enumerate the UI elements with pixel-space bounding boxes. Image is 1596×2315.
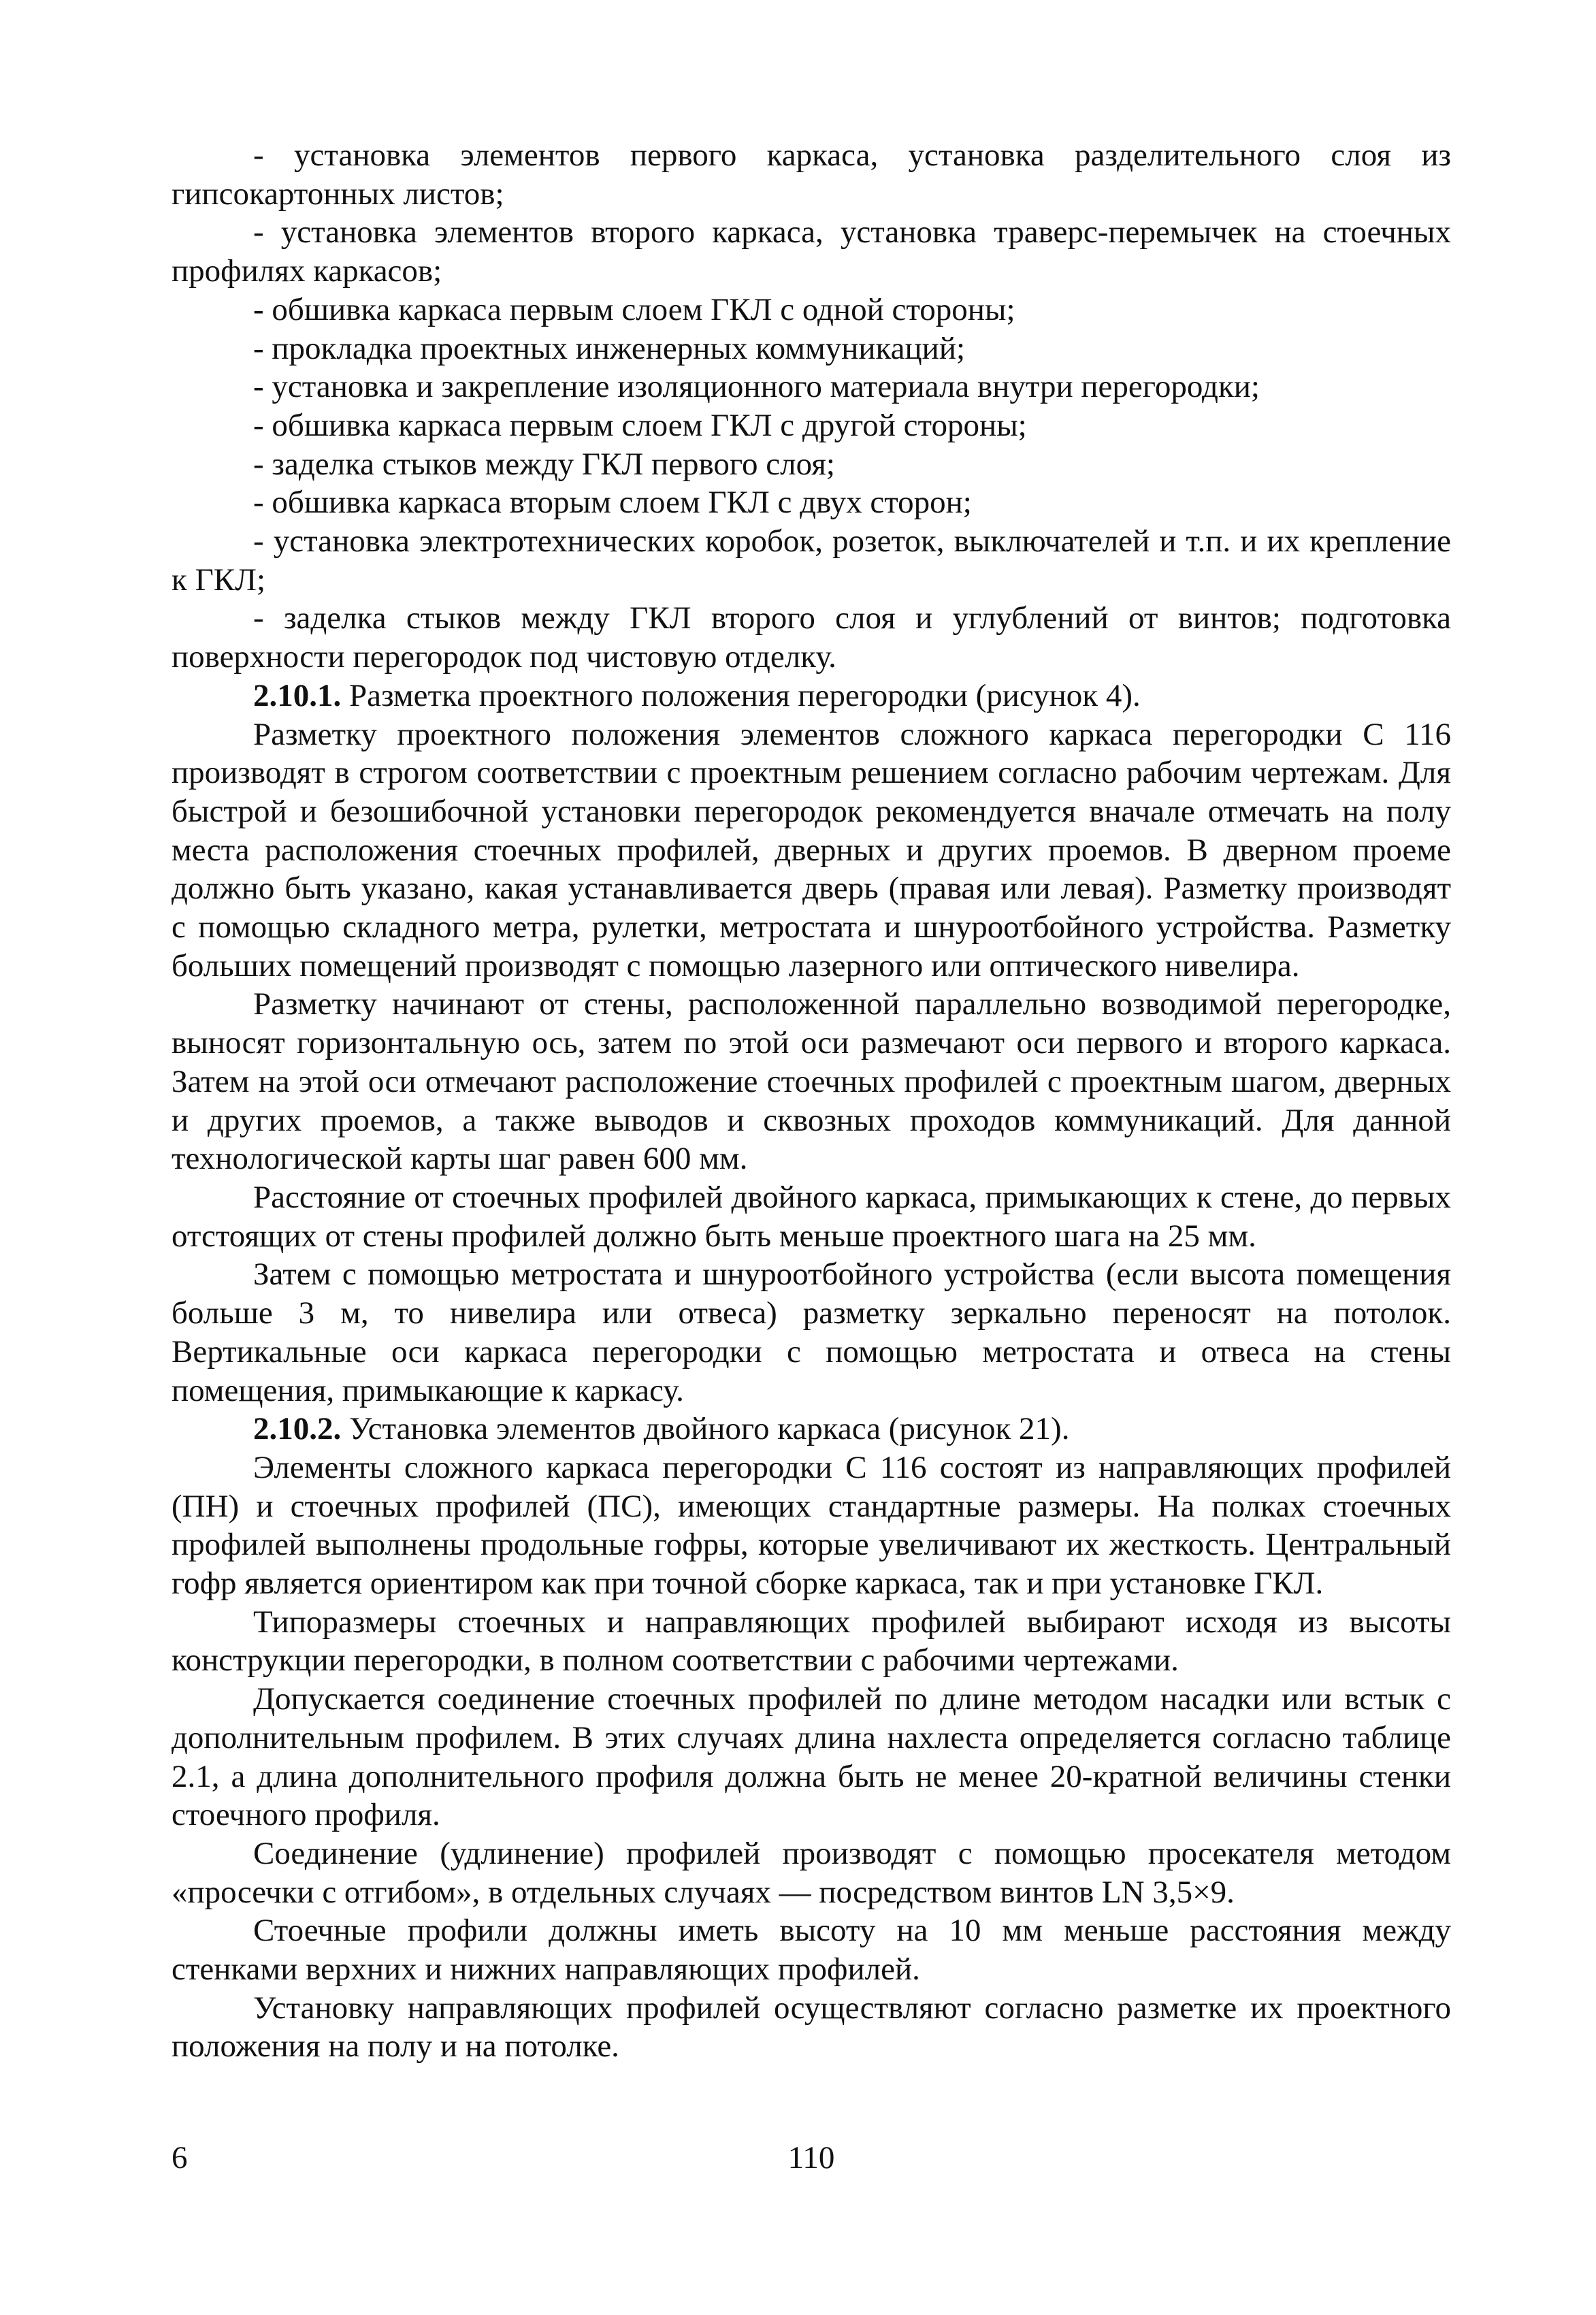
paragraph: Элементы сложного каркаса перегородки С 116 состоят из направляющих профилей (ПН) и стоечных профилей (ПС), имеющих стандартные размеры. На полках стоечных профилей выполнены продольные гофры, которые увеличивают их жесткость. Центральный гофр является ориентиром как при точной сборке каркаса, так и при установке ГКЛ. bbox=[172, 1449, 1451, 1602]
paragraph: - установка электротехнических коробок, розеток, выключателей и т.п. и их крепление к ГКЛ; bbox=[172, 523, 1451, 598]
page-number-center: 110 bbox=[787, 2140, 835, 2175]
section-number: 2.10.1. bbox=[253, 677, 342, 713]
paragraph: Соединение (удлинение) профилей производят с помощью просекателя методом «просечки с отгибом», в отдельных случаях — посредством винтов LN 3,5×9. bbox=[172, 1835, 1451, 1910]
section-heading bbox=[172, 677, 1451, 715]
paragraph: Затем с помощью метростата и шнуроотбойного устройства (если высота помещения больше 3 м, то нивелира или отвеса) разметку зеркально переносят на потолок. Вертикальные оси каркаса перегородки с помощью метростата и отвеса на стены помещения, примыкающие к каркасу. bbox=[172, 1257, 1451, 1408]
paragraph: Стоечные профили должны иметь высоту на 10 мм меньше расстояния между стенками верхних и нижних направляющих профилей. bbox=[172, 1913, 1451, 1988]
page-footer bbox=[172, 2139, 1451, 2180]
paragraph: - заделка стыков между ГКЛ первого слоя; bbox=[253, 446, 835, 482]
paragraph: Разметку начинают от стены, расположенной параллельно возводимой перегородке, выносят горизонтальную ось, затем по этой оси размечают оси первого и второго каркаса. Затем на этой оси отмечают расположение стоечных профилей с проектным шагом, дверных и других проемов, а также выводов и сквозных проходов коммуникаций. Для данной технологической карты шаг равен 600 мм. bbox=[172, 986, 1451, 1177]
paragraph: - прокладка проектных инженерных коммуникаций; bbox=[253, 330, 966, 366]
body-text bbox=[172, 136, 1451, 2066]
paragraph: - установка элементов первого каркаса, установка разделительного слоя из гипсокартонных листов; bbox=[172, 137, 1451, 212]
paragraph: Разметку проектного положения элементов сложного каркаса перегородки С 116 производят в строгом соответствии с проектным решением согласно рабочим чертежам. Для быстрой и безошибочной установки перегородок рекомендуется вначале отмечать на полу места расположения стоечных профилей, дверных и других проемов. В дверном проеме должно быть указано, какая устанавливается дверь (правая или левая). Разметку производят с помощью складного метра, рулетки, метростата и шнуроотбойного устройства. Разметку больших помещений производят с помощью лазерного или оптического нивелира. bbox=[172, 716, 1451, 984]
paragraph: - установка и закрепление изоляционного материала внутри перегородки; bbox=[253, 369, 1260, 405]
section-heading bbox=[172, 1410, 1451, 1448]
paragraph: - обшивка каркаса первым слоем ГКЛ с другой стороны; bbox=[253, 407, 1027, 443]
paragraph: Установку направляющих профилей осуществляют согласно разметке их проектного положения на полу и на потолке. bbox=[172, 1990, 1451, 2065]
paragraph: - обшивка каркаса вторым слоем ГКЛ с двух сторон; bbox=[253, 485, 972, 521]
section-title: Установка элементов двойного каркаса (рисунок 21). bbox=[341, 1411, 1070, 1447]
section-title: Разметка проектного положения перегородки (рисунок 4). bbox=[341, 677, 1141, 713]
paragraph: Допускается соединение стоечных профилей по длине методом насадки или встык с дополнительным профилем. В этих случаях длина нахлеста определяется согласно таблице 2.1, а длина дополнительного профиля должна быть не менее 20-кратной величины стенки стоечного профиля. bbox=[172, 1681, 1451, 1833]
paragraph: Расстояние от стоечных профилей двойного каркаса, примыкающих к стене, до первых отстоящих от стены профилей должно быть меньше проектного шага на 25 мм. bbox=[172, 1179, 1451, 1254]
paragraph: - обшивка каркаса первым слоем ГКЛ с одной стороны; bbox=[253, 291, 1015, 327]
paragraph: - заделка стыков между ГКЛ второго слоя и углублений от винтов; подготовка поверхности перегородок под чистовую отделку. bbox=[172, 600, 1451, 675]
paragraph: - установка элементов второго каркаса, установка траверс-перемычек на стоечных профилях каркасов; bbox=[172, 214, 1451, 289]
section-number: 2.10.2. bbox=[253, 1411, 342, 1447]
paragraph: Типоразмеры стоечных и направляющих профилей выбирают исходя из высоты конструкции перегородки, в полном соответствии с рабочими чертежами. bbox=[172, 1604, 1451, 1679]
page-number-left: 6 bbox=[172, 2140, 188, 2175]
